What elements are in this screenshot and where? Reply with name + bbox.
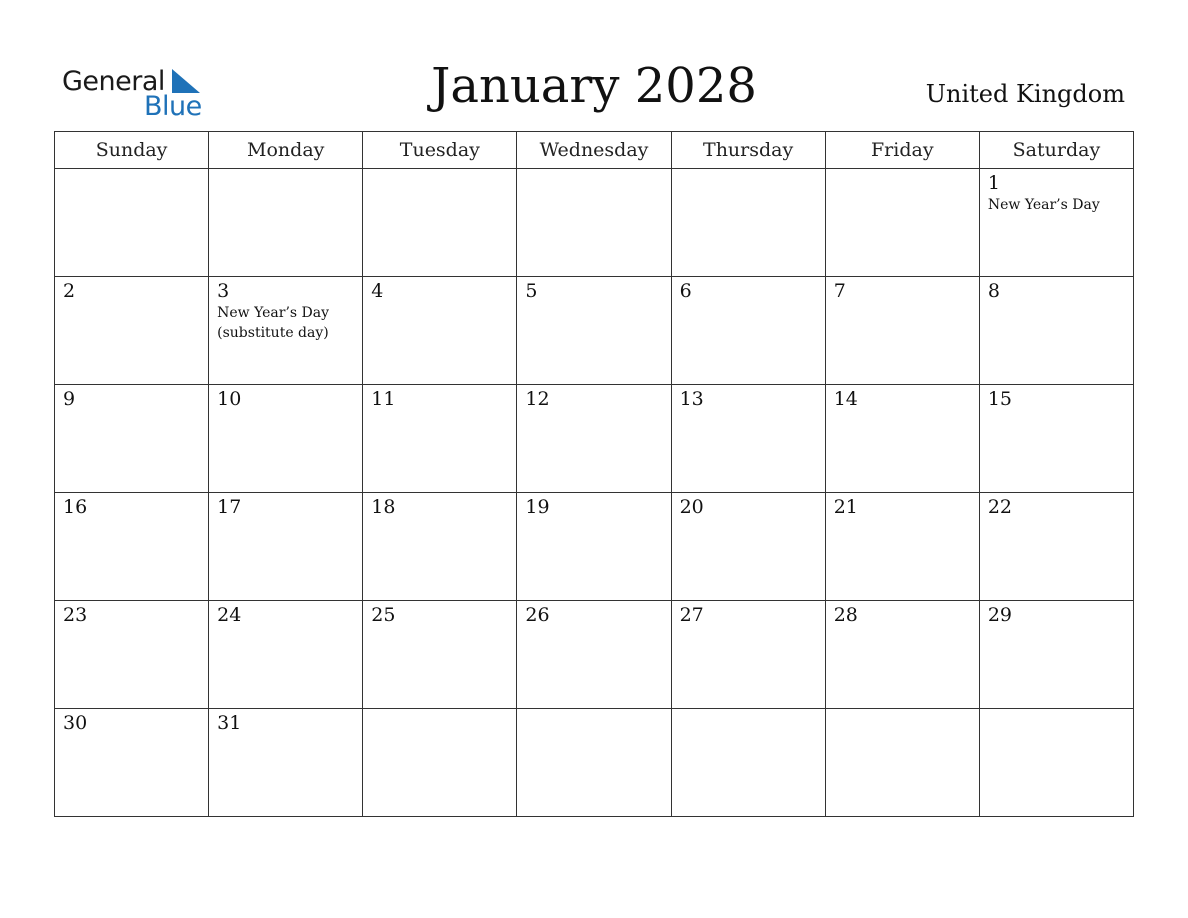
day-number: 1 <box>987 172 1000 194</box>
weekday-header: Saturday <box>979 132 1133 169</box>
day-cell <box>55 601 209 709</box>
day-number: 4 <box>371 280 384 302</box>
day-number: 3 <box>217 280 230 302</box>
day-number: 30 <box>63 712 88 734</box>
day-cell <box>209 385 363 493</box>
day-number <box>517 169 670 171</box>
week-row <box>55 169 1134 277</box>
day-cell <box>55 169 209 277</box>
day-cell <box>517 493 671 601</box>
week-row <box>55 709 1134 817</box>
day-cell <box>825 169 979 277</box>
day-number: 9 <box>63 388 76 410</box>
day-number: 26 <box>525 604 550 626</box>
day-number: 22 <box>987 496 1013 518</box>
day-number: 6 <box>679 280 692 302</box>
day-cell <box>209 169 363 277</box>
weekday-header: Friday <box>825 132 979 169</box>
calendar-grid <box>54 131 1134 817</box>
logo-general-text: General <box>62 66 165 97</box>
day-number <box>363 169 516 171</box>
day-number: 25 <box>371 604 396 626</box>
day-number <box>55 169 208 171</box>
week-row <box>55 601 1134 709</box>
day-cell <box>55 709 209 817</box>
day-cell <box>55 493 209 601</box>
page-title: January 2028 <box>431 58 757 114</box>
day-cell <box>209 493 363 601</box>
week-row <box>55 277 1134 385</box>
day-number <box>209 169 362 171</box>
day-number <box>363 709 516 711</box>
day-number: 5 <box>525 280 538 302</box>
generalblue-logo <box>62 66 212 122</box>
day-number: 2 <box>63 280 76 302</box>
logo-triangle-icon <box>168 69 202 93</box>
day-number: 20 <box>679 496 704 518</box>
week-row <box>55 385 1134 493</box>
day-number: 19 <box>525 496 550 518</box>
day-number: 28 <box>833 604 858 626</box>
day-cell <box>209 601 363 709</box>
day-number: 13 <box>679 388 704 410</box>
holiday-label: New Year’s Day <box>987 197 1100 213</box>
day-number: 21 <box>833 496 858 518</box>
weekday-header: Sunday <box>55 132 209 169</box>
day-number: 18 <box>371 496 396 518</box>
weekday-header: Thursday <box>671 132 825 169</box>
calendar-body <box>55 169 1134 817</box>
day-number <box>826 709 979 711</box>
day-cell <box>979 385 1133 493</box>
day-number: 12 <box>525 388 550 410</box>
day-number <box>672 709 825 711</box>
day-number <box>826 169 979 171</box>
day-cell <box>517 385 671 493</box>
country-label: United Kingdom <box>925 80 1125 108</box>
day-cell <box>55 277 209 385</box>
day-cell <box>209 277 363 385</box>
day-cell <box>671 169 825 277</box>
day-cell <box>517 601 671 709</box>
day-number: 8 <box>987 280 1000 302</box>
day-number: 17 <box>217 496 242 518</box>
day-cell <box>363 169 517 277</box>
day-number: 11 <box>371 388 396 410</box>
day-number <box>672 169 825 171</box>
day-cell <box>979 601 1133 709</box>
day-cell <box>825 601 979 709</box>
day-number <box>517 709 670 711</box>
day-cell <box>517 277 671 385</box>
day-cell <box>979 277 1133 385</box>
day-cell <box>363 277 517 385</box>
day-cell <box>209 709 363 817</box>
day-cell <box>671 277 825 385</box>
day-number: 27 <box>679 604 704 626</box>
logo-blue-text: Blue <box>144 91 202 122</box>
day-cell <box>55 385 209 493</box>
day-cell <box>363 385 517 493</box>
day-number: 14 <box>833 388 858 410</box>
day-cell <box>517 169 671 277</box>
day-cell <box>671 385 825 493</box>
day-cell <box>979 493 1133 601</box>
weekday-header: Monday <box>209 132 363 169</box>
day-number: 7 <box>833 280 846 302</box>
weekday-header-row <box>55 132 1134 169</box>
day-cell <box>363 709 517 817</box>
day-number: 31 <box>217 712 242 734</box>
day-cell <box>825 709 979 817</box>
day-number: 24 <box>217 604 242 626</box>
day-cell <box>825 493 979 601</box>
day-cell <box>825 385 979 493</box>
day-number: 15 <box>987 388 1013 410</box>
day-cell <box>517 709 671 817</box>
week-row <box>55 493 1134 601</box>
day-cell <box>979 709 1133 817</box>
day-number: 29 <box>987 604 1013 626</box>
day-cell <box>671 709 825 817</box>
holiday-label: New Year’s Day (substitute day) <box>217 305 330 341</box>
day-cell <box>671 601 825 709</box>
day-number: 10 <box>217 388 242 410</box>
weekday-header: Wednesday <box>517 132 671 169</box>
day-cell <box>671 493 825 601</box>
day-cell <box>363 601 517 709</box>
day-cell <box>979 169 1133 277</box>
day-number <box>980 709 1133 711</box>
day-number: 16 <box>63 496 88 518</box>
day-cell <box>363 493 517 601</box>
weekday-header: Tuesday <box>363 132 517 169</box>
day-cell <box>825 277 979 385</box>
day-number: 23 <box>63 604 88 626</box>
